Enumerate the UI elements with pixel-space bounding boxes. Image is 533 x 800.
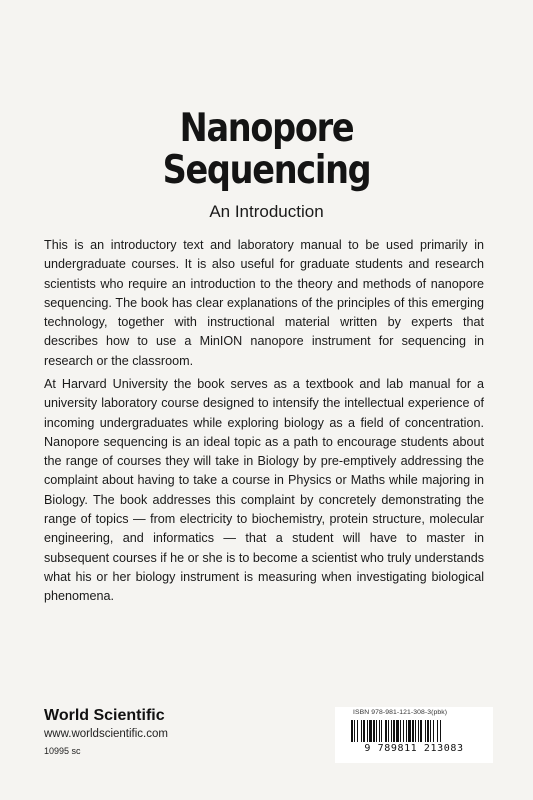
isbn-label: ISBN 978-981-121-308-3(pbk) bbox=[353, 709, 448, 716]
barcode-digits: 9 789811 213083 bbox=[336, 742, 492, 754]
description-paragraph-1: This is an introductory text and laboratory manual to be used primarily in undergraduate courses. It is also useful for graduate students and research scientists who require an introduction to the theory and methods of nanopore sequencing. The book has clear explanations of the principles of this emerging technology, together with instructional material written by experts that describes how to use a MinION nanopore instrument for sequencing in research or the classroom. bbox=[44, 238, 484, 368]
book-title-line2: Sequencing bbox=[162, 148, 371, 193]
publisher-name: World Scientific bbox=[44, 707, 165, 724]
book-title-line1: Nanopore bbox=[179, 106, 354, 151]
publisher-url: www.worldscientific.com bbox=[44, 728, 168, 740]
description-paragraph-2: At Harvard University the book serves as a textbook and lab manual for a university laboratory course designed to intensify the intellectual experience of incoming undergraduates while exploring biology as a field of concentration. Nanopore sequencing is an ideal topic as a path to encourage students about the range of courses they will take in Biology by pre-emptively addressing the complaint about having to take a course in Physics or Maths while majoring in Biology. The book addresses this complaint by concretely demonstrating the range of topics — from electricity to biochemistry, protein structure, molecular engineering, and informatics — that a student will have to master in subsequent courses if he or she is to become a scientist who truly understands what his or her biology instrument is measuring when investigating biological phenomena. bbox=[44, 377, 484, 604]
book-subtitle: An Introduction bbox=[209, 202, 324, 221]
catalog-code: 10995 sc bbox=[44, 746, 81, 756]
